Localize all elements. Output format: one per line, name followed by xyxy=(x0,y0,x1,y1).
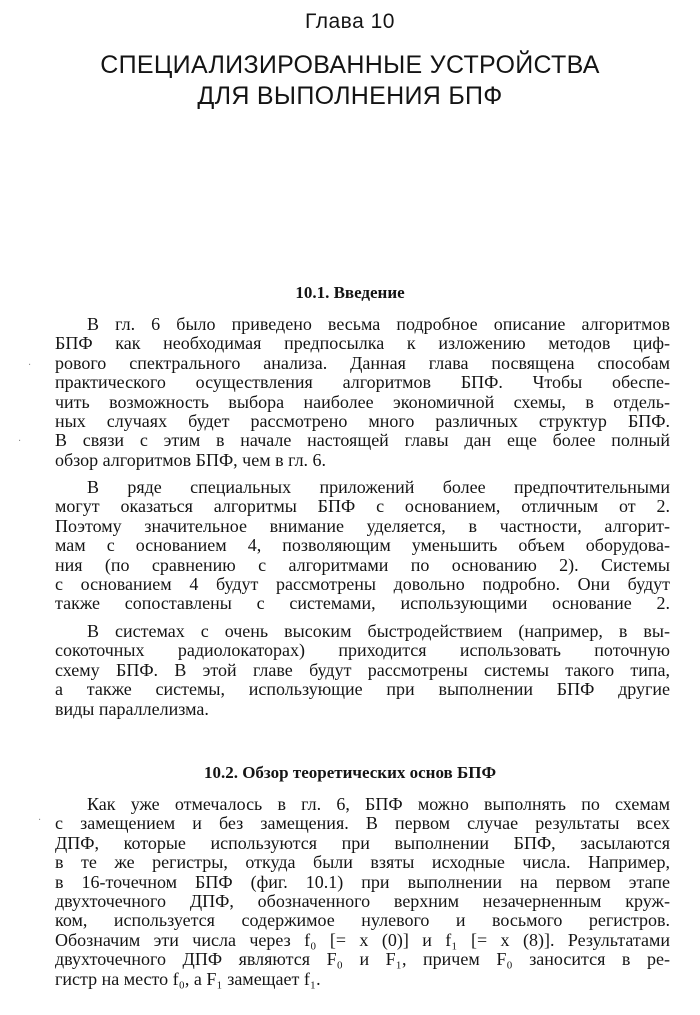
chapter-label: Глава 10 xyxy=(305,10,395,33)
text-line: гистр на место f₀, а F₁ замещает f₁. xyxy=(55,968,321,989)
text-line: В ряде специальных приложений более предпочтительными xyxy=(87,477,670,497)
text-line: ния (по сравнению с алгоритмами по основанию 2). Системы xyxy=(55,554,670,575)
text-line: в те же регистры, откуда были взяты исходные числа. Например, xyxy=(55,852,670,873)
chapter-title-line: СПЕЦИАЛИЗИРОВАННЫЕ УСТРОЙСТВА xyxy=(100,51,600,79)
section-heading: 10.2. Обзор теоретических основ БПФ xyxy=(203,763,497,782)
text-line: двухточечного ДПФ, обозначенного верхним незачерненным круж- xyxy=(55,891,670,912)
text-line: В системах с очень высоким быстродействием (например, в вы- xyxy=(87,621,670,641)
text-line: рового спектрального анализа. Данная глава посвящена способам xyxy=(55,352,670,373)
text-line: также сопоставлены с системами, использующими основание 2. xyxy=(55,593,670,614)
text-line: В гл. 6 было приведено весьма подробное описание алгоритмов xyxy=(87,314,670,334)
text-line: БПФ как необходимая предпосылка к изложению методов циф- xyxy=(55,333,670,354)
text-line: мам с основанием 4, позволяющим уменьшить объем оборудова- xyxy=(55,535,670,556)
paragraph xyxy=(55,315,670,470)
text-line: с замещением и без замещения. В первом случае результаты всех xyxy=(55,813,670,834)
chapter-title xyxy=(0,50,700,112)
text-line: Обозначим эти числа через f₀ [= x (0)] и f₁ [= x (8)]. Результатами xyxy=(55,929,670,950)
text-line: двухточечного ДПФ являются F₀ и F₁, причем F₀ заносится в ре- xyxy=(55,949,670,970)
text-line: а также системы, использующие при выполнении БПФ другие xyxy=(55,679,670,700)
text-line: ком, используется содержимое нулевого и восьмого регистров. xyxy=(55,910,670,931)
text-line: В связи с этим в начале настоящей главы дан еще более полный xyxy=(55,430,670,451)
section-heading: 10.1. Введение xyxy=(295,283,405,302)
text-line: чить возможность выбора наиболее экономичной схемы, в отдель- xyxy=(55,391,670,412)
text-line: сокоточных радиолокаторах) приходится использовать поточную xyxy=(55,640,670,661)
scan-speck: · xyxy=(28,360,32,371)
text-line: виды параллелизма. xyxy=(55,698,209,719)
paragraph xyxy=(55,795,670,989)
text-line: в 16-точечном БПФ (фиг. 10.1) при выполнении на первом этапе xyxy=(55,871,670,892)
text-line: практического осуществления алгоритмов БПФ. Чтобы обеспе- xyxy=(55,372,670,393)
text-line: ДПФ, которые используются при выполнении БПФ, засылаются xyxy=(55,832,670,853)
text-line: обзор алгоритмов БПФ, чем в гл. 6. xyxy=(55,449,327,470)
paragraph xyxy=(55,478,670,614)
text-line: ных случаях будет рассмотрено много различных структур БПФ. xyxy=(55,411,670,432)
text-line: Как уже отмечалось в гл. 6, БПФ можно выполнять по схемам xyxy=(87,794,670,814)
paragraph xyxy=(55,622,670,719)
text-line: Поэтому значительное внимание уделяется, в частности, алгорит- xyxy=(55,515,670,536)
scan-speck: · xyxy=(18,436,22,447)
text-line: могут оказаться алгоритмы БПФ с основанием, отличным от 2. xyxy=(55,496,670,517)
chapter-title-line: ДЛЯ ВЫПОЛНЕНИЯ БПФ xyxy=(197,82,503,110)
text-line: схему БПФ. В этой главе будут рассмотрены системы такого типа, xyxy=(55,659,670,680)
scan-speck: · xyxy=(38,815,42,826)
text-line: с основанием 4 будут рассмотрены довольно подробно. Они будут xyxy=(55,574,670,595)
